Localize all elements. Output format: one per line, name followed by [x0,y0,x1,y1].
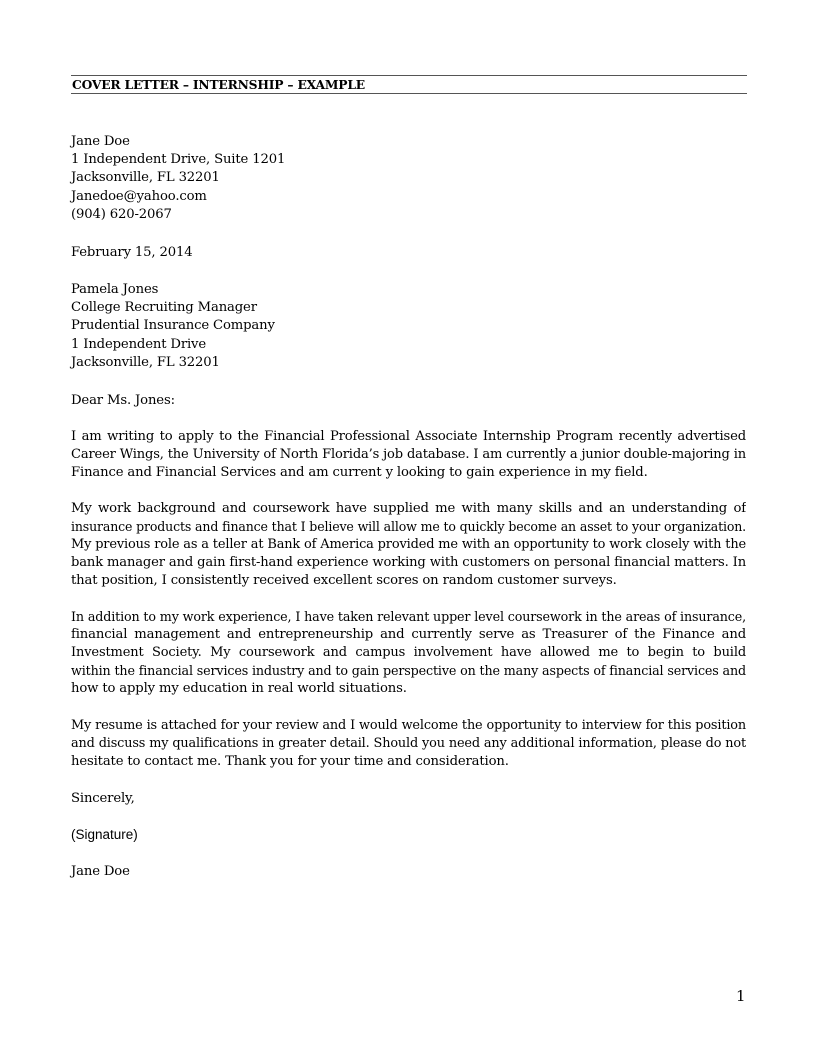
sender-address: 1 Independent Drive, Suite 1201 [71,152,286,168]
recipient-address: 1 Independent Drive [71,336,207,352]
body-paragraph-4 [71,717,746,771]
closing: Sincerely, [71,791,135,806]
paragraph-line: that position, I consistently received excellent scores on random customer surveys. [71,573,617,589]
recipient-block [71,281,746,372]
signer-block [71,863,746,881]
document-title-bar [71,75,747,94]
recipient-title: College Recruiting Manager [71,300,257,316]
sender-block [71,133,746,224]
paragraph-line: My work background and coursework have supplied me with many skills and an understanding of [71,501,746,516]
sender-email: Janedoe@yahoo.com [71,188,207,204]
paragraph-line: insurance products and finance that I believe will allow me to quickly become an asset to your organization. [71,519,746,535]
paragraph-line: hesitate to contact me. Thank you for your time and consideration. [71,754,509,770]
paragraph-line: Investment Society. My coursework and campus involvement have allowed me to begin to build [71,645,746,661]
paragraph-line: In addition to my work experience, I have taken relevant upper level coursework in the areas of insurance, [71,609,746,624]
sender-phone: (904) 620-2067 [71,206,172,222]
paragraph-line: financial management and entrepreneurship and currently serve as Treasurer of the Finance and [71,627,746,643]
paragraph-line: I am writing to apply to the Financial Professional Associate Internship Program recently advertised [71,429,746,444]
paragraph-line: bank manager and gain first-hand experience working with customers on personal financial matters. In [71,555,746,571]
paragraph-line: and discuss my qualifications in greater detail. Should you need any additional information, please do not [71,736,746,752]
paragraph-line: Finance and Financial Services and am current y looking to gain experience in my field. [71,465,648,481]
paragraph-line: My resume is attached for your review and I would welcome the opportunity to interview for this position [71,718,746,733]
paragraph-line: My previous role as a teller at Bank of America provided me with an opportunity to work closely with the [71,537,746,553]
sender-name: Jane Doe [71,134,130,149]
document-title: COVER LETTER – INTERNSHIP – EXAMPLE [72,77,365,92]
recipient-company: Prudential Insurance Company [71,318,275,334]
signature-placeholder: (Signature) [71,827,138,842]
closing-block [71,790,746,808]
body-paragraph-2 [71,500,746,590]
paragraph-line: Career Wings, the University of North Florida’s job database. I am currently a junior double-majoring in [71,447,746,463]
letter-date: February 15, 2014 [71,245,193,260]
signer-name: Jane Doe [71,864,130,879]
paragraph-line: within the financial services industry and to gain perspective on the many aspects of financial services and [71,663,746,679]
recipient-city-state-zip: Jacksonville, FL 32201 [71,354,220,370]
recipient-name: Pamela Jones [71,282,159,297]
paragraph-line: how to apply my education in real world situations. [71,681,407,697]
body-paragraph-3 [71,608,746,698]
salutation-block [71,392,746,410]
body-paragraph-1 [71,428,746,482]
page-number: 1 [736,987,746,1005]
date-block [71,244,746,262]
sender-city-state-zip: Jacksonville, FL 32201 [71,170,220,186]
salutation: Dear Ms. Jones: [71,393,175,408]
